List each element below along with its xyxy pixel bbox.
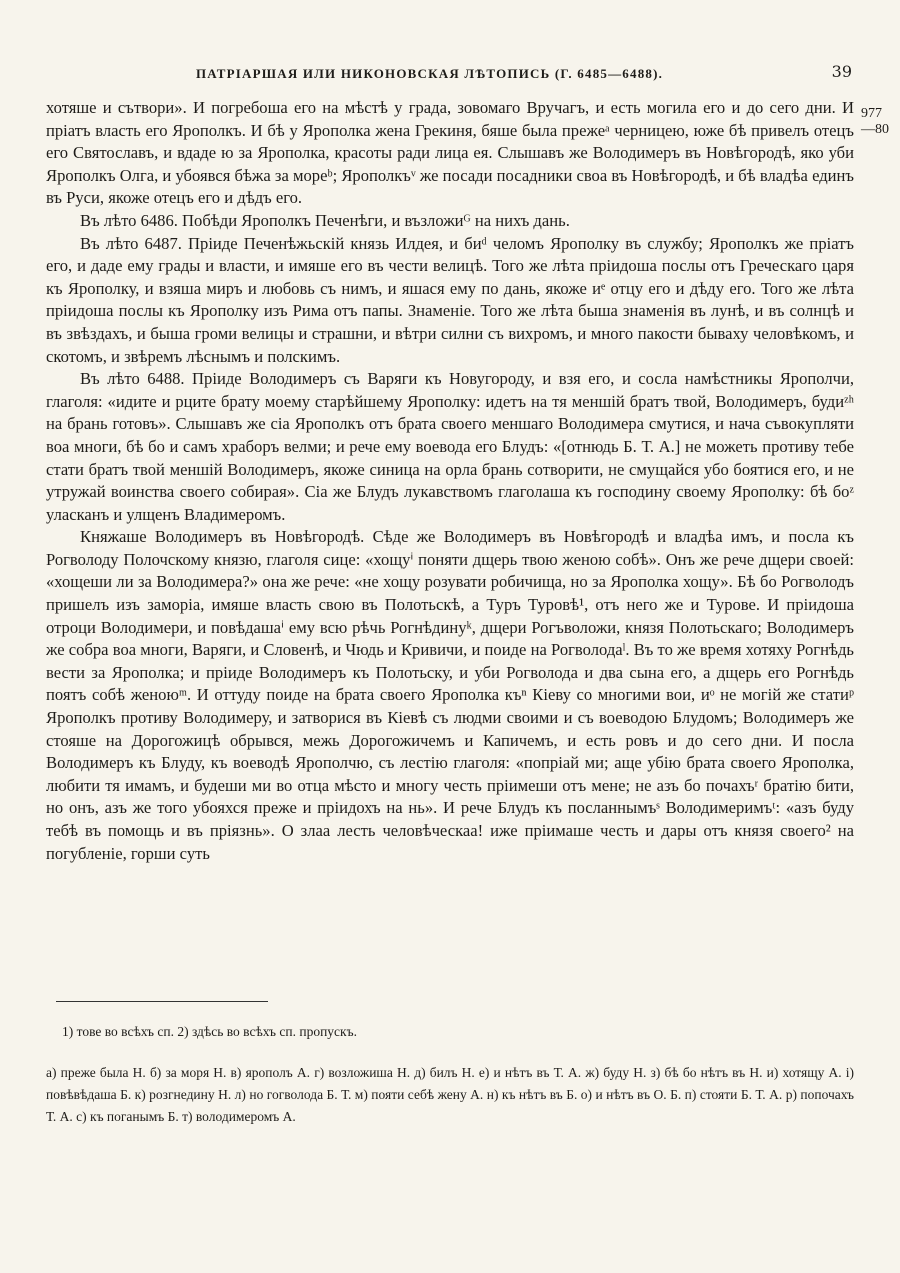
book-page	[46, 0, 889, 1273]
paragraph: Въ лѣто 6486. Побѣди Ярополкъ Печенѣги, и възложиᴳ на нихъ дань.	[80, 210, 570, 230]
paragraph: Въ лѣто 6488. Пріиде Володимеръ съ Варяги къ Новугороду, и взя его, и сосла намѣстникы Ярополчи, глаголя: «идите и рците брату моему старѣйшему Ярополку: идетъ на тя меншій братъ твой, Володимеръ, будиᶻʰ на брань готовъ». Слышавъ же сіа Ярополкъ отъ брата своего меншаго Володимера смутися, и нача съвокупляти воа многи, бѣ бо и самъ храборъ велми; и рече ему воевода его Блудъ: «[отнюдь Б. Т. А.] не можеть противу тебе стати братъ твой меншій Володимеръ, якоже синица на орла брань сотворити, не смущайся убо боятися его, и не утружай воинства своего собирая». Сіа же Блудъ лукавствомъ глаголаша къ господину своему Ярополку: бѣ боᶻ уласканъ и улщенъ Владимеромъ.	[46, 369, 854, 524]
main-text	[46, 97, 854, 865]
footnote-divider	[56, 1001, 268, 1002]
paragraph: Въ лѣто 6487. Пріиде Печенѣжьскій князь Илдея, и биᵈ челомъ Ярополку въ службу; Ярополкъ же пріатъ его, и даде ему грады и власти, и имяше его въ чести велицѣ. Того же лѣта пріидоша послы отъ Греческаго царя къ Ярополку, и взяша миръ и любовь съ нимъ, и яшася ему по дань, якоже иᵉ отцу его и дѣду его. Того же лѣта пріидоша послы къ Ярополку изъ Рима отъ папы. Знаменіе. Того же лѣта быша знаменія въ лунѣ, и въ солнцѣ и въ звѣздахъ, и быша громи велицы и страшни, и вѣтри силни съ вихромъ, и много пакости бываху человѣкомъ, и скотомъ, и звѣремъ лѣснымъ и полскимъ.	[46, 233, 854, 366]
paragraph: хотяше и сътвори». И погребоша его на мѣстѣ у града, зовомаго Вручагъ, и есть могила его и до сего дни. И пріатъ власть его Ярополкъ. И бѣ у Ярополка жена Грекиня, бяше была прежеᵃ черницею, юже бѣ привелъ отецъ его Святославъ, и вдаде ю за Ярополка, красоты ради лица ея. Слышавъ же Володимеръ въ Новѣгородѣ, яко уби Ярополкъ Олга, и убоявся бѣжа за мореᵇ; Ярополкъᵛ же посади посадники своа въ Новѣгородѣ, и бѣ владѣа единъ въ Руси, якоже отецъ его и дѣдъ его.	[46, 98, 854, 208]
variant-readings: а) преже была Н. б) за моря Н. в) ярополъ А. г) возложиша Н. д) билъ Н. е) и нѣтъ въ Т. А. ж) буду Н. з) бѣ бо нѣтъ въ Н. и) хотящу А. і) повѣвѣдаша Б. к) розгнедину Н. л) но гогволода Б. Т. м) пояти себѣ жену А. н) къ нѣтъ въ Б. о) и нѣтъ въ О. Б. п) стояти Б. Т. А. р) попочахъ Т. А. с) къ поганымъ Б. т) володимеромъ А.	[46, 1065, 854, 1124]
page-title: ПАТРІАРШАЯ ИЛИ НИКОНОВСКАЯ ЛѢТОПИСЬ (Г. 6485—6488).	[196, 66, 664, 81]
margin-year-end: —80	[861, 122, 889, 137]
footnotes: 1) тове во всѣхъ сп. 2) здѣсь во всѣхъ сп. пропускъ.	[62, 1024, 357, 1039]
margin-year-start: 977	[861, 106, 882, 121]
running-head	[46, 62, 854, 86]
page-number: 39	[831, 62, 852, 81]
paragraph: Княжаше Володимеръ въ Новѣгородѣ. Сѣде же Володимеръ въ Новѣгородѣ и владѣа имъ, и посла къ Рогволоду Полочскому князю, глаголя сице: «хощуⁱ поняти дщерь твою женою собѣ». Онъ же рече дщери своей: «хощеши ли за Володимера?» она же рече: «не хощу розувати робичища, но за Ярополка хощу». Бѣ бо Рогволодъ пришелъ изъ заморіа, имяше власть свою въ Полотьскѣ, а Туръ Туровѣ¹, отъ него же и Турове. И пріидоша отроци Володимери, и повѣдашаⁱ ему всю рѣчь Рогнѣдинуᵏ, дщери Рогъволожи, князя Полотьскаго; Володимеръ же собра воа многи, Варяги, и Словенѣ, и Чюдь и Кривичи, и поиде на Рогволодаˡ. Въ то же время хотяху Рогнѣдь вести за Ярополка; и пріиде Володимеръ къ Полотьску, и уби Рогволода и два сына его, а дщерь его Рогнѣдь поятъ собѣ женоюᵐ. И оттуду поиде на брата своего Ярополка къⁿ Кіеву со многими вои, иᵒ не могій же статиᵖ Ярополкъ противу Володимеру, и затворися въ Кіевѣ съ людми своими и съ воеводою Блудомъ; Володимеръ же стояше на Дорогожицѣ обрывся, межь Дорогожичемъ и Капичемъ, и есть ровъ и до сего дни. И посла Володимеръ къ Блуду, къ воеводѣ Ярополчю, съ лестію глаголя: «попріай ми; аще убію брата своего Ярополка, любити тя имамъ, и будеши ми во отца мѣсто и многу честь пріимеши отъ мене; не азъ бо почахъʳ братію бити, но онъ, азъ же того убояхся преже и пріидохъ на нь». И рече Блудъ къ посланнымъˢ Володимеримъᵗ: «азъ буду тебѣ въ помощь и въ пріязнь». О злаа лесть человѣческаа! иже пріимаше честь и дары отъ князя своего² на погубленіе, горши суть	[46, 527, 854, 863]
